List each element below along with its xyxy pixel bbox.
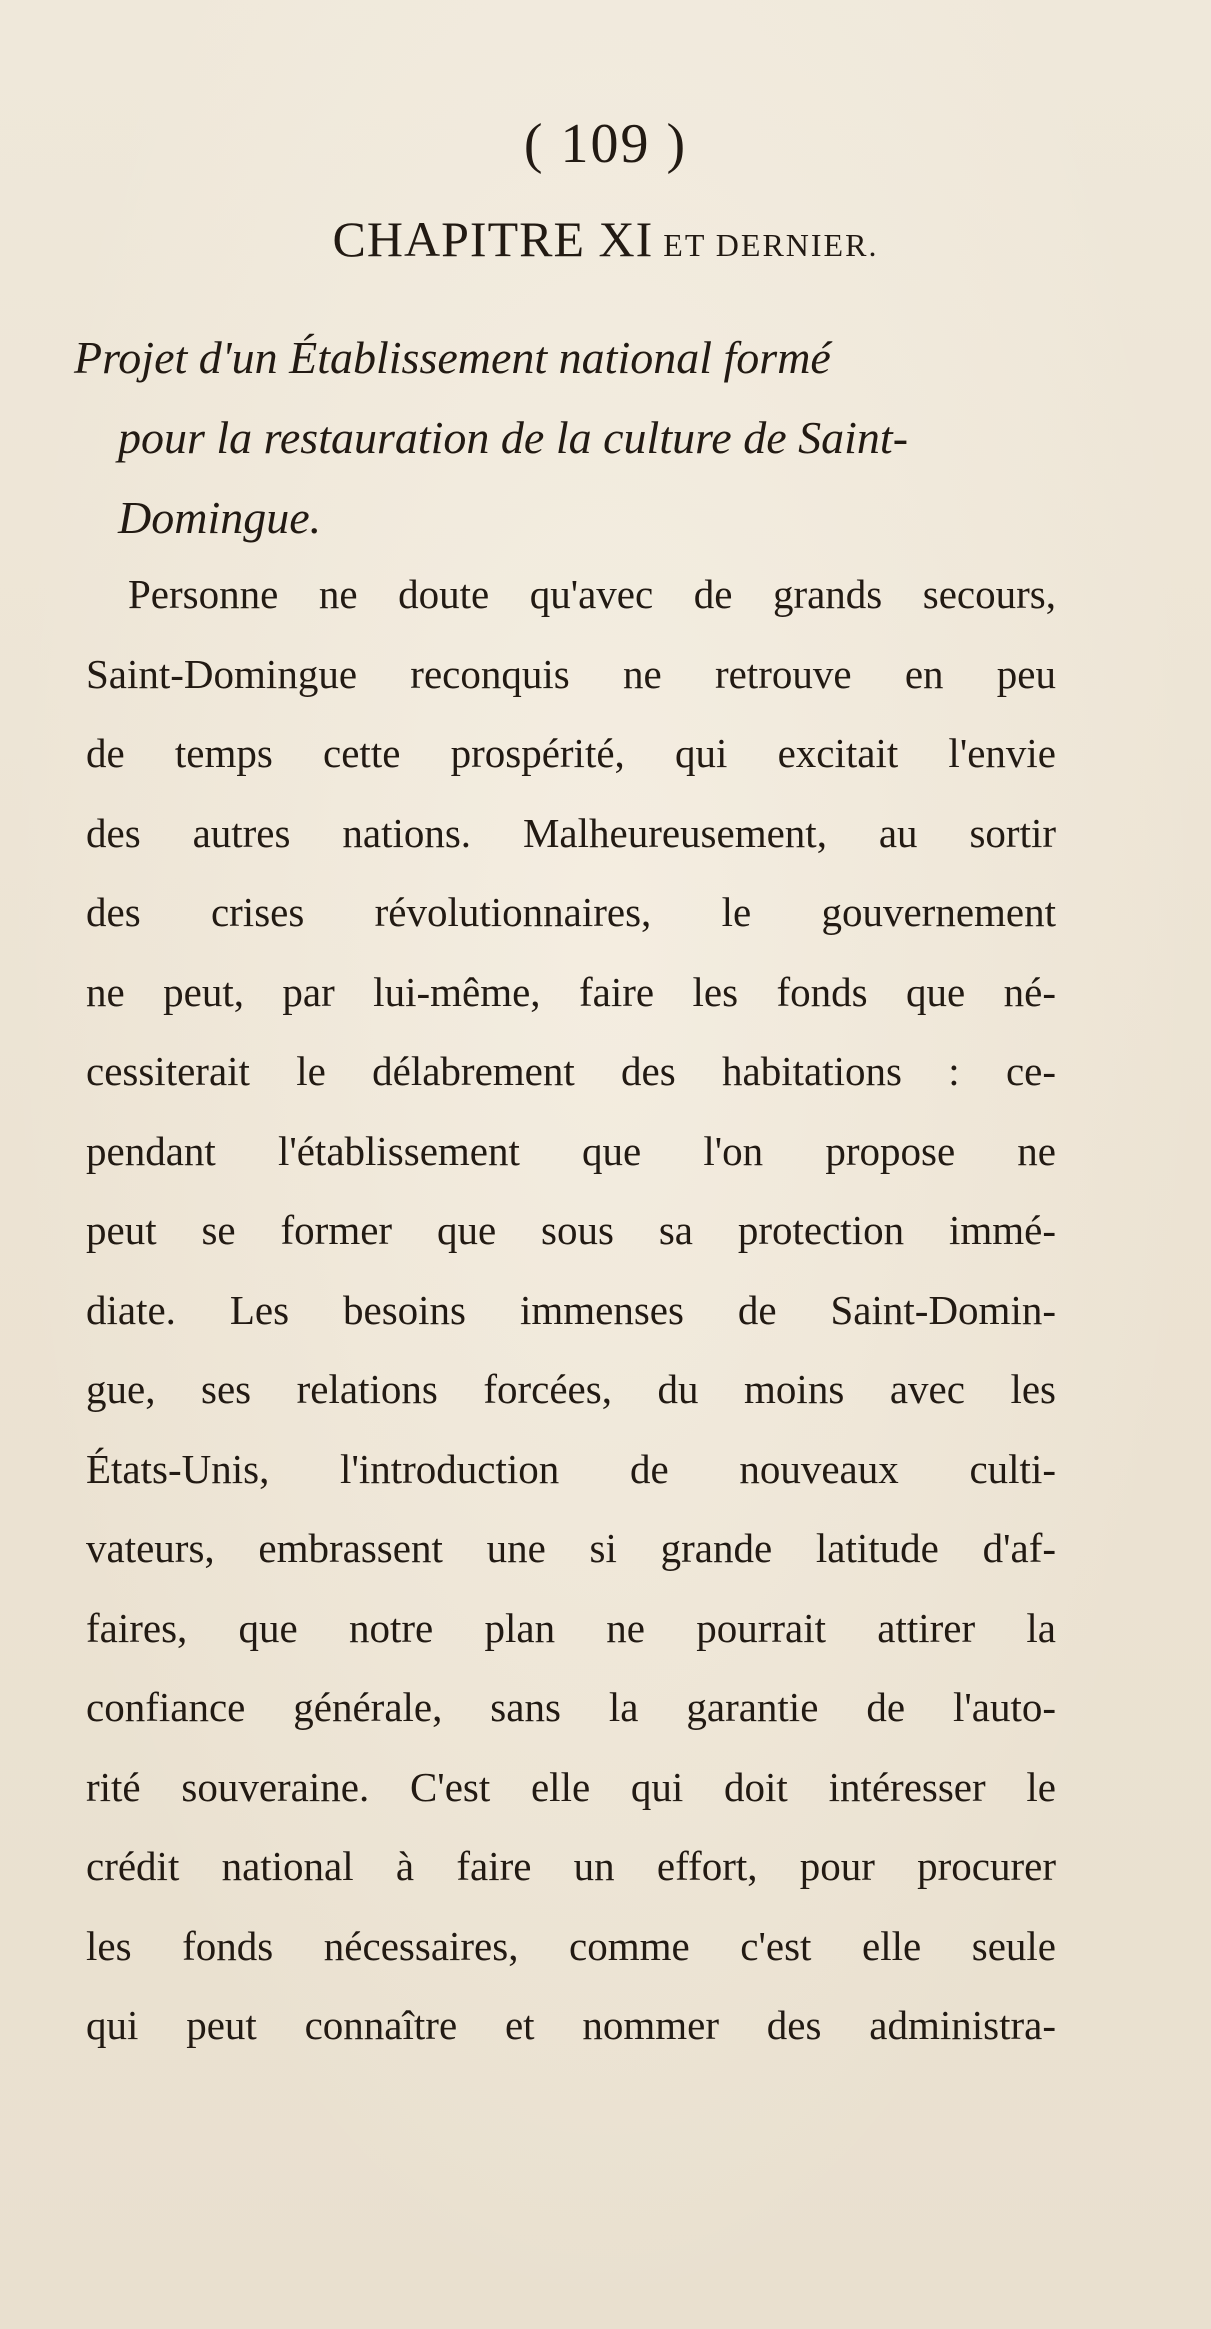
text-line: de temps cette prospérité, qui excitait l'envie bbox=[86, 730, 1056, 776]
page-number: ( 109 ) bbox=[523, 113, 688, 175]
text-line: Saint-Domingue reconquis ne retrouve en peu bbox=[86, 650, 1056, 697]
text-line: États-Unis, l'introduction de nouveaux culti- bbox=[86, 1445, 1056, 1492]
text-line: crédit national à faire un effort, pour procurer bbox=[86, 1843, 1056, 1889]
chapter-subtitle bbox=[74, 318, 1054, 558]
text-line: des crises révolutionnaires, le gouvernement bbox=[86, 889, 1056, 935]
text-line: gue, ses relations forcées, du moins avec les bbox=[86, 1366, 1056, 1412]
subtitle-line: pour la restauration de la culture de Saint- bbox=[118, 412, 909, 463]
text-line: diate. Les besoins immenses de Saint-Domin- bbox=[86, 1286, 1056, 1333]
chapter-title: CHAPITRE XI bbox=[332, 211, 654, 267]
text-line: ne peut, par lui-même, faire les fonds que né- bbox=[86, 968, 1056, 1015]
text-line: cessiterait le délabrement des habitations : ce- bbox=[86, 1048, 1056, 1094]
text-line: Personne ne doute qu'avec de grands secours, bbox=[128, 571, 1056, 617]
text-line: faires, que notre plan ne pourrait attirer la bbox=[86, 1604, 1056, 1651]
text-line: pendant l'établissement que l'on propose ne bbox=[86, 1127, 1056, 1174]
text-line: des autres nations. Malheureusement, au sortir bbox=[86, 809, 1056, 856]
subtitle-line: Domingue. bbox=[118, 492, 322, 543]
text-line: les fonds nécessaires, comme c'est elle seule bbox=[86, 1922, 1056, 1969]
text-line: peut se former que sous sa protection immé- bbox=[86, 1207, 1056, 1253]
text-line: qui peut connaître et nommer des administra- bbox=[86, 2002, 1056, 2048]
body-paragraph bbox=[86, 555, 1056, 2066]
subtitle-line: Projet d'un Établissement national formé bbox=[74, 332, 831, 383]
chapter-title-suffix: ET DERNIER. bbox=[663, 227, 879, 263]
chapter-heading bbox=[0, 210, 1211, 268]
text-line: rité souveraine. C'est elle qui doit intéresser le bbox=[86, 1763, 1056, 1810]
text-line: confiance générale, sans la garantie de l'auto- bbox=[86, 1684, 1056, 1730]
text-line: vateurs, embrassent une si grande latitude d'af- bbox=[86, 1525, 1056, 1571]
